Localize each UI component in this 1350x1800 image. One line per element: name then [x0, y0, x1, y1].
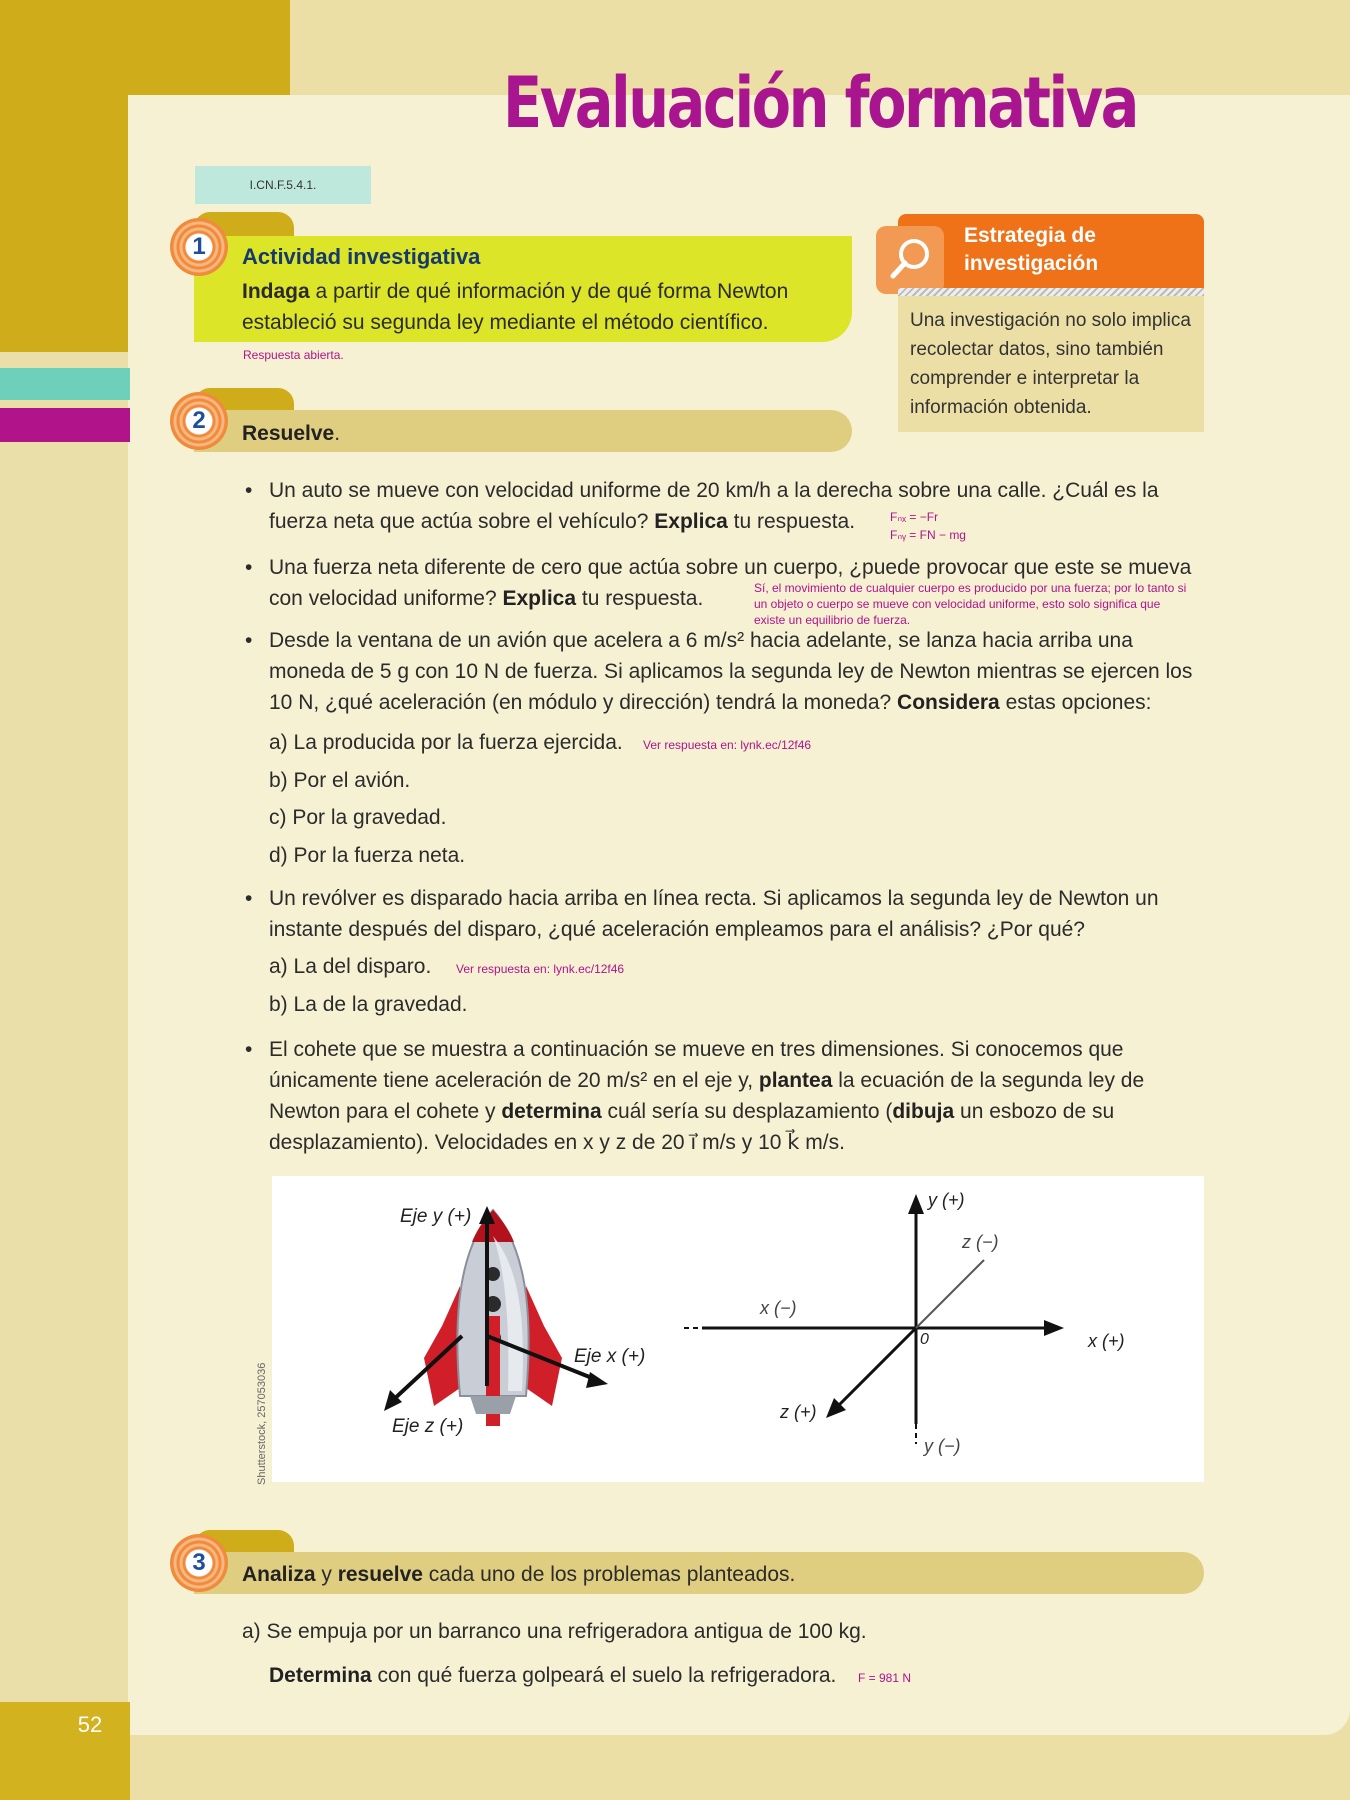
- question-5-part1: El cohete que se muestra a continuación se mueve en tres dimensiones. Si conocemos que únicamente tiene aceleración de 20 m/s² en el eje y,: [269, 1038, 1124, 1092]
- question-3-link[interactable]: Ver respuesta en: lynk.ec/12f46: [643, 738, 812, 752]
- axis-z-neg-label: z (−): [962, 1232, 999, 1252]
- item-text: Se empuja por un barranco una refrigeradora antigua de 100 kg.: [266, 1620, 867, 1643]
- question-2-tail: tu respuesta.: [576, 587, 704, 610]
- item-verb: Determina: [269, 1664, 372, 1687]
- activity-1-verb: Indaga: [242, 280, 310, 303]
- strategy-title-line1: Estrategia de: [964, 224, 1096, 247]
- question-5-part4: un esbozo de su desplazamiento). Velocidades en x y z de 20 i⃗ m/s y 10 k⃗ m/s.: [269, 1100, 1115, 1154]
- option-text: Por el avión.: [293, 769, 411, 792]
- rocket-y-label: Eje y (+): [400, 1206, 472, 1227]
- option-text: La producida por la fuerza ejercida.: [293, 731, 623, 754]
- question-3-option-d: [269, 840, 465, 871]
- page-number: 52: [77, 1712, 103, 1737]
- axis-z-pos-label: z (+): [780, 1402, 817, 1422]
- question-4: • Un revólver es disparado hacia arriba en línea recta. Si aplicamos la segunda ley de Newton un instante después del disparo, ¿qué aceleración empleamos para el análisis? ¿Por qué?: [269, 883, 1204, 945]
- axis-y-neg-label: y (−): [924, 1436, 961, 1456]
- teal-strip: [0, 368, 130, 400]
- question-2-answer: Sí, el movimiento de cualquier cuerpo es producido por una fuerza; por lo tanto si un objeto o cuerpo se mueve con velocidad uniforme, esto solo significa que existe un equilibrio de fuerza.: [754, 581, 1187, 627]
- rocket-illustration: [424, 1210, 562, 1426]
- activity-3-verb2: resuelve: [337, 1563, 423, 1586]
- figure-panel: [272, 1176, 1204, 1482]
- activity-3-badge: 3: [170, 1534, 228, 1592]
- indicator-code: I.CN.F.5.4.1.: [195, 166, 371, 204]
- question-3-option-c: [269, 802, 446, 833]
- activity-2-badge: 2: [170, 392, 228, 450]
- activity-3-mid: y: [315, 1563, 338, 1586]
- question-3-option-a: [269, 727, 623, 758]
- activity-3-verb1: Analiza: [242, 1563, 316, 1586]
- activity-3-answer: F = 981 N: [858, 1671, 912, 1685]
- image-credit: Shutterstock, 257053036: [256, 1362, 268, 1485]
- option-text: Por la gravedad.: [292, 806, 447, 829]
- activity-3-item-a: [242, 1616, 867, 1647]
- question-1-answer: [890, 508, 966, 544]
- activity-2-heading: [242, 418, 340, 449]
- question-3-verb: Considera: [897, 691, 1000, 714]
- option-letter: b): [269, 993, 288, 1016]
- gold-left-bar: [0, 0, 128, 352]
- strategy-text: Una investigación no solo implica recolectar datos, sino también comprender e interpretar la información obtenida.: [910, 310, 1191, 418]
- activity-2-verb: Resuelve: [242, 422, 335, 445]
- axis-x-neg-label: x (−): [760, 1298, 797, 1318]
- question-1-answer-line2: Fₙᵧ = FN − mg: [890, 528, 966, 542]
- option-letter: a): [269, 955, 288, 978]
- question-2-text: Una fuerza neta diferente de cero que actúa sobre un cuerpo, ¿puede provocar que este se mueva con velocidad uniforme?: [269, 556, 1192, 610]
- question-1-verb: Explica: [654, 510, 728, 533]
- activity-1-title: Actividad investigativa: [242, 244, 481, 269]
- item-letter: a): [242, 1620, 261, 1643]
- rocket-x-label: Eje x (+): [574, 1346, 646, 1367]
- question-1: [269, 475, 1204, 537]
- option-letter: c): [269, 806, 287, 829]
- magenta-strip: [0, 408, 130, 442]
- axis-x-pos-label: x (+): [1088, 1331, 1125, 1351]
- rocket-and-axes-figure: [272, 1176, 1204, 1482]
- question-3-option-b: [269, 765, 410, 796]
- coordinate-axes: [684, 1190, 1125, 1456]
- rocket-z-label: Eje z (+): [392, 1416, 464, 1437]
- question-1-answer-line1: Fₙₓ = −Fr: [890, 510, 939, 524]
- activity-1-text: [242, 276, 842, 338]
- option-text: La de la gravedad.: [293, 993, 468, 1016]
- question-5-verb1: plantea: [758, 1069, 833, 1092]
- question-5-part3: cuál sería su desplazamiento (: [601, 1100, 893, 1123]
- question-5: [269, 1034, 1204, 1158]
- question-4-option-a: [269, 951, 431, 982]
- axis-y-pos-label: y (+): [928, 1190, 965, 1210]
- strategy-title-line2: investigación: [964, 252, 1099, 275]
- activity-1-answer: Respuesta abierta.: [243, 348, 344, 362]
- option-letter: d): [269, 844, 288, 867]
- question-4-option-b: [269, 989, 468, 1020]
- question-1-tail: tu respuesta.: [727, 510, 856, 533]
- option-text: Por la fuerza neta.: [293, 844, 466, 867]
- strategy-divider: [898, 288, 1204, 296]
- activity-1-badge: 1: [170, 218, 228, 276]
- activity-3-item-a-task: [269, 1660, 836, 1691]
- option-text: La del disparo.: [293, 955, 432, 978]
- activity-2-period: .: [334, 422, 341, 445]
- question-5-part2: la ecuación de la segunda ley de Newton para el cohete y: [269, 1069, 1145, 1123]
- question-2-verb: Explica: [502, 587, 577, 610]
- question-1-text: Un auto se mueve con velocidad uniforme de 20 km/h a la derecha sobre una calle. ¿Cuál es la fuerza neta que actúa sobre el vehículo?: [269, 479, 1159, 533]
- activity-1-body: a partir de qué información y de qué forma Newton estableció su segunda ley mediante el método científico.: [242, 280, 789, 334]
- question-5-verb3: dibuja: [892, 1100, 955, 1123]
- question-3-tail: estas opciones:: [999, 691, 1152, 714]
- page-title: Evaluación formativa: [503, 62, 1137, 144]
- option-letter: a): [269, 731, 288, 754]
- question-4-link[interactable]: Ver respuesta en: lynk.ec/12f46: [456, 962, 625, 976]
- axis-origin-label: 0: [920, 1331, 929, 1348]
- option-letter: b): [269, 769, 288, 792]
- question-3-text: Desde la ventana de un avión que acelera a 6 m/s² hacia adelante, se lanza hacia arriba una moneda de 5 g con 10 N de fuerza. Si aplicamos la segunda ley de Newton mientras se ejercen los 10 N, ¿qué aceleración (en módulo y dirección) tendrá la moneda?: [269, 629, 1193, 714]
- question-5-verb2: determina: [501, 1100, 602, 1123]
- item-tail: con qué fuerza golpeará el suelo la refrigeradora.: [371, 1664, 837, 1687]
- question-3: [269, 625, 1204, 718]
- activity-3-heading: [242, 1559, 795, 1590]
- magnifier-icon: [876, 226, 944, 294]
- activity-3-tail: cada uno de los problemas planteados.: [422, 1563, 796, 1586]
